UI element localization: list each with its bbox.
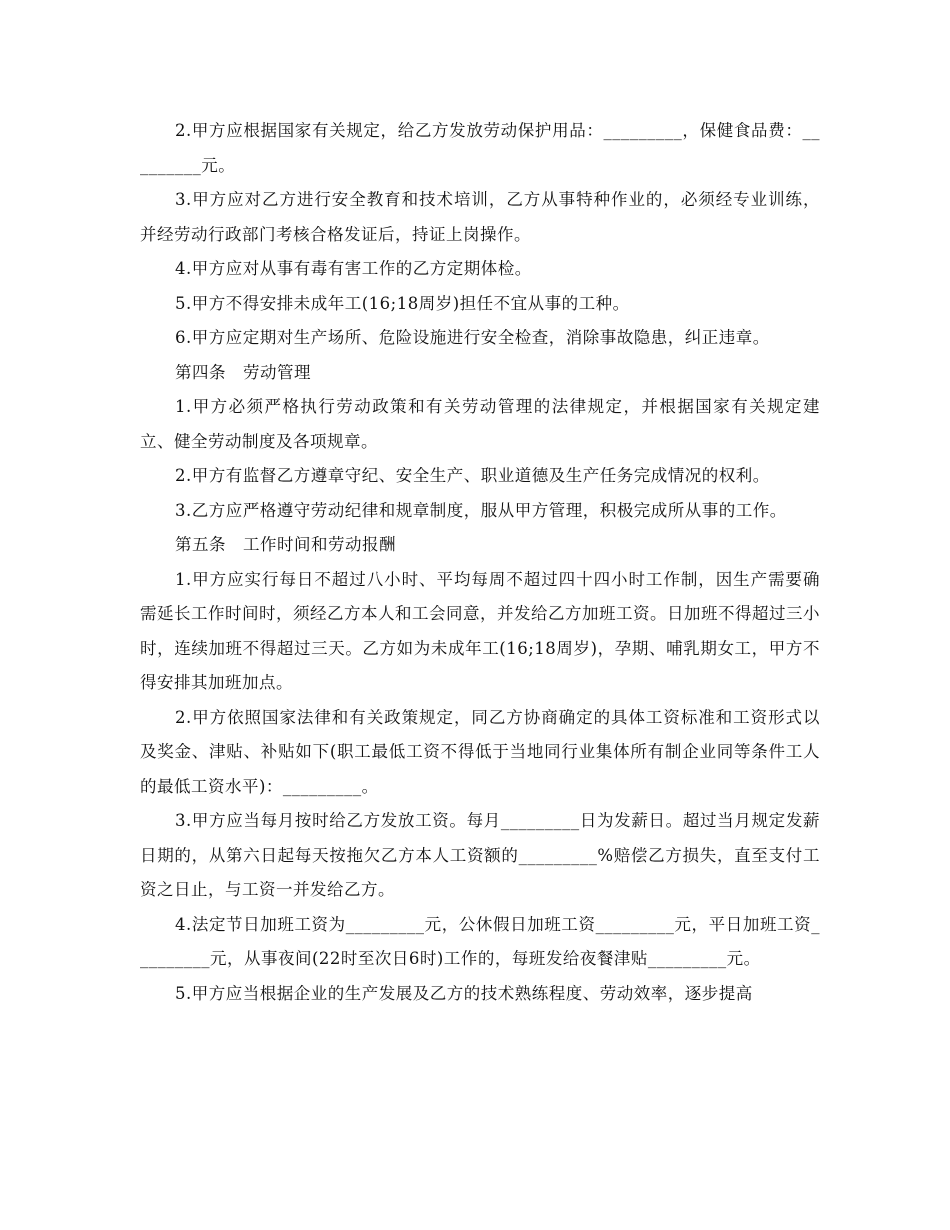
clause-4-item-3: 3.乙方应严格遵守劳动纪律和规章制度，服从甲方管理，积极完成所从事的工作。 bbox=[175, 500, 787, 520]
clause-5-heading: 第五条 工作时间和劳动报酬 bbox=[175, 535, 396, 554]
clause-5-item-2: 2.甲方依照国家法律和有关政策规定，同乙方协商确定的具体工资标准和工资形式以及奖金、津贴、补贴如下(职工最低工资不得低于当地同行业集体所有制企业同等条件工人的最低工资水平)：_________。 bbox=[140, 707, 820, 796]
clause-3-item-6: 6.甲方应定期对生产场所、危险设施进行安全检查，消除事故隐患，纠正违章。 bbox=[175, 328, 770, 347]
clause-5-item-1: 1.甲方应实行每日不超过八小时、平均每周不超过四十四小时工作制，因生产需要确需延长工作时间时，须经乙方本人和工会同意，并发给乙方加班工资。日加班不得超过三小时，连续加班不得超过三天。乙方如为未成年工(16;18周岁)，孕期、哺乳期女工，甲方不得安排其加班加点。 bbox=[140, 569, 820, 692]
clause-5-item-4: 4.法定节日加班工资为_________元，公休假日加班工资_________元，平日加班工资_________元，从事夜间(22时至次日6时)工作的，每班发给夜餐津贴_________元。 bbox=[140, 914, 820, 968]
clause-3-item-4: 4.甲方应对从事有毒有害工作的乙方定期体检。 bbox=[175, 259, 532, 278]
clause-4-heading: 第四条 劳动管理 bbox=[175, 362, 311, 382]
clause-5-item-3: 3.甲方应当每月按时给乙方发放工资。每月_________日为发薪日。超过当月规定发薪日期的，从第六日起每天按拖欠乙方本人工资额的_________%赔偿乙方损失，直至支付工资之日止，与工资一并发给乙方。 bbox=[140, 811, 820, 899]
clause-3-item-3: 3.甲方应对乙方进行安全教育和技术培训，乙方从事特种作业的，必须经专业训练，并经劳动行政部门考核合格发证后，持证上岗操作。 bbox=[140, 190, 820, 244]
clause-5-item-5: 5.甲方应当根据企业的生产发展及乙方的技术熟练程度、劳动效率，逐步提高 bbox=[175, 983, 753, 1003]
clause-4-item-2: 2.甲方有监督乙方遵章守纪、安全生产、职业道德及生产任务完成情况的权利。 bbox=[175, 466, 770, 485]
clause-3-item-5: 5.甲方不得安排未成年工(16;18周岁)担任不宜从事的工种。 bbox=[175, 293, 630, 313]
clause-4-item-1: 1.甲方必须严格执行劳动政策和有关劳动管理的法律规定，并根据国家有关规定建立、健全劳动制度及各项规章。 bbox=[140, 397, 820, 451]
clause-3-item-2: 2.甲方应根据国家有关规定，给乙方发放劳动保护用品：_________，保健食品费：_________元。 bbox=[140, 121, 820, 175]
document-body bbox=[140, 114, 820, 1011]
